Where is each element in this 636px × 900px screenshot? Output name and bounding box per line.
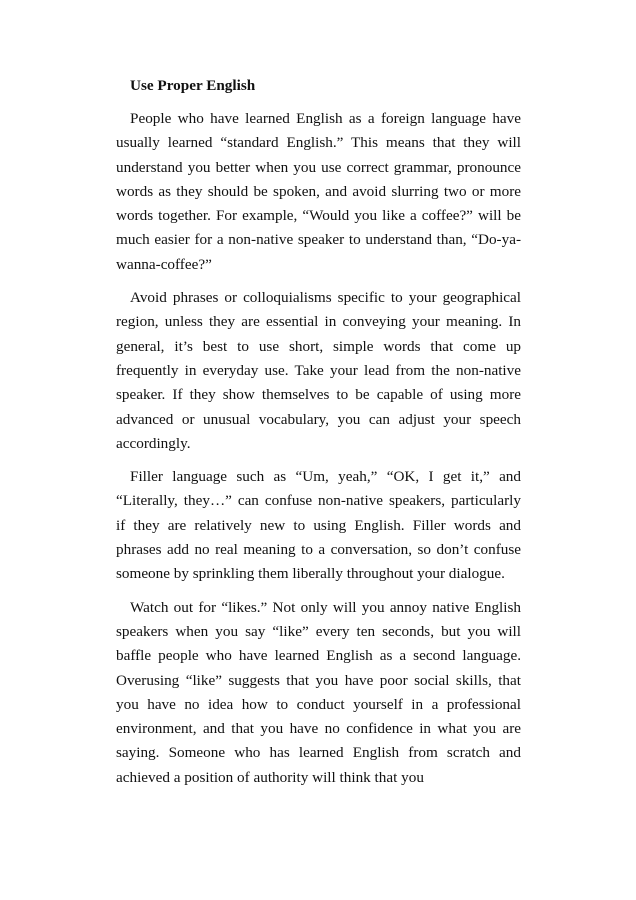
paragraph-watch-out-likes: Watch out for “likes.” Not only will you annoy native English speakers when you say “like” every ten seconds, but you will baffle people who have learned English as a second language. Overusing “like” suggests that you have poor social skills, that you have no idea how to conduct yourself in a professional environment, and that you have no confidence in what you are saying. Someone who has learned English from scratch and achieved a position of authority will think that you bbox=[116, 598, 521, 786]
paragraph-standard-english: People who have learned English as a foreign language have usually learned “standard English.” This means that they will understand you better when you use correct grammar, pronounce words as they should be spoken, and avoid slurring two or more words together. For example, “Would you like a coffee?” will be much easier for a non-native speaker to understand than, “Do-ya-wanna-coffee?” bbox=[116, 110, 521, 273]
document-page bbox=[116, 74, 521, 799]
section-heading: Use Proper English bbox=[130, 77, 256, 94]
paragraph-avoid-colloquialisms: Avoid phrases or colloquialisms specific to your geographical region, unless they are essential in conveying your meaning. In general, it’s best to use short, simple words that come up frequently in everyday use. Take your lead from the non-native speaker. If they show themselves to be capable of using more advanced or unusual vocabulary, you can adjust your speech accordingly. bbox=[116, 289, 521, 452]
paragraph-filler-language: Filler language such as “Um, yeah,” “OK, I get it,” and “Literally, they…” can confuse non-native speakers, particularly if they are relatively new to using English. Filler words and phrases add no real meaning to a conversation, so don’t confuse someone by sprinkling them liberally throughout your dialogue. bbox=[116, 468, 521, 583]
